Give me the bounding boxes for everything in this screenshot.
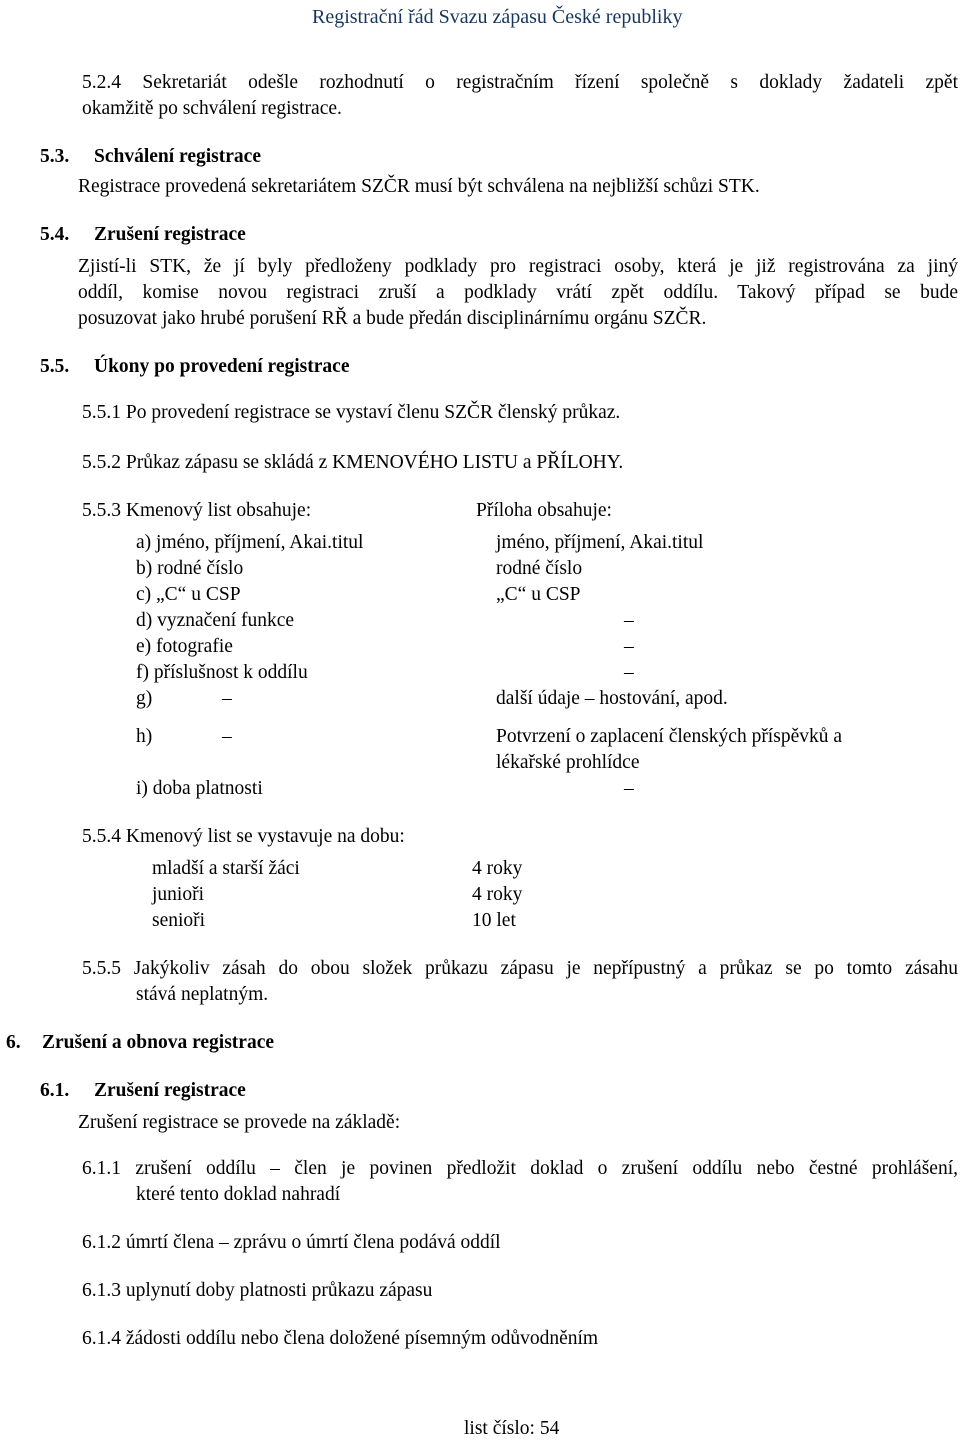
list-item-right: rodné číslo [496,558,583,579]
duration-value: 10 let [472,910,516,931]
list-item-dash: – [624,610,634,631]
list-item-left: i) doba platnosti [136,778,263,799]
list-item-left: e) fotografie [136,636,233,657]
list-item-right: Potvrzení o zaplacení členských příspěvků a [496,726,843,747]
list-item-dash: – [222,688,232,709]
list-item-left: a) jméno, příjmení, Akai.titul [136,532,364,553]
list-item-left: b) rodné číslo [136,558,244,579]
paragraph-5-5-5-line-1: 5.5.5 Jakýkoliv zásah do obou složek průkazu zápasu je nepřípustný a průkaz se po tomto zásahu [82,958,958,979]
list-item-dash: – [222,726,232,747]
paragraph-5-5-1: 5.5.1 Po provedení registrace se vystaví členu SZČR členský průkaz. [82,402,621,423]
paragraph-5-5-4: 5.5.4 Kmenový list se vystavuje na dobu: [82,826,405,847]
section-6-title: Zrušení a obnova registrace [42,1032,275,1053]
section-5-3-number: 5.3. [40,146,70,167]
section-5-4-line-3: posuzovat jako hrubé porušení RŘ a bude předán disciplinárnímu orgánu SZČR. [78,308,707,329]
list-item-left: d) vyznačení funkce [136,610,295,631]
page-number: list číslo: 54 [464,1418,560,1439]
section-5-3-title: Schválení registrace [94,146,261,167]
section-5-4-number: 5.4. [40,224,70,245]
paragraph-5-5-3-right: Příloha obsahuje: [476,500,612,521]
duration-group: junioři [152,884,204,905]
paragraph-6-1-3: 6.1.3 uplynutí doby platnosti průkazu zápasu [82,1280,433,1301]
paragraph-6-1-2: 6.1.2 úmrtí člena – zprávu o úmrtí člena podává oddíl [82,1232,501,1253]
paragraph-5-5-5-line-2: stává neplatným. [136,984,269,1005]
section-5-4-line-1: Zjistí-li STK, že jí byly předloženy podklady pro registraci osoby, která je již registrována za jiný [78,256,958,277]
section-5-5-title: Úkony po provedení registrace [94,356,350,377]
list-item-right: „C“ u CSP [496,584,581,605]
section-5-4-line-2: oddíl, komise novou registraci zruší a podklady vrátí zpět oddílu. Takový případ se bude [78,282,958,303]
page-header-title: Registrační řád Svazu zápasu České republiky [312,6,683,28]
list-item-right: jméno, příjmení, Akai.titul [496,532,704,553]
duration-value: 4 roky [472,884,523,905]
paragraph-5-5-2: 5.5.2 Průkaz zápasu se skládá z KMENOVÉHO LISTU a PŘÍLOHY. [82,452,624,473]
list-item-right-continued: lékařské prohlídce [496,752,640,773]
list-item-dash: – [624,636,634,657]
list-item-left: h) [136,726,153,747]
paragraph-5-2-4-line-1: 5.2.4 Sekretariát odešle rozhodnutí o registračním řízení společně s doklady žadateli zpět [82,72,958,93]
list-item-left: f) příslušnost k oddílu [136,662,308,683]
section-5-3-text: Registrace provedená sekretariátem SZČR musí být schválena na nejbližší schůzi STK. [78,176,760,197]
paragraph-6-1-4: 6.1.4 žádosti oddílu nebo člena doložené písemným odůvodněním [82,1328,599,1349]
list-item-left: c) „C“ u CSP [136,584,241,605]
duration-group: senioři [152,910,206,931]
section-6-1-title: Zrušení registrace [94,1080,246,1101]
paragraph-5-5-3-left: 5.5.3 Kmenový list obsahuje: [82,500,312,521]
duration-group: mladší a starší žáci [152,858,300,879]
list-item-dash: – [624,778,634,799]
list-item-left: g) [136,688,153,709]
paragraph-6-1-1-line-2: které tento doklad nahradí [136,1184,341,1205]
list-item-right: další údaje – hostování, apod. [496,688,728,709]
section-5-4-title: Zrušení registrace [94,224,246,245]
list-item-dash: – [624,662,634,683]
duration-value: 4 roky [472,858,523,879]
section-6-1-number: 6.1. [40,1080,70,1101]
section-6-1-intro: Zrušení registrace se provede na základě: [78,1112,401,1133]
section-5-5-number: 5.5. [40,356,70,377]
paragraph-6-1-1-line-1: 6.1.1 zrušení oddílu – člen je povinen předložit doklad o zrušení oddílu nebo čestné prohlášení, [82,1158,958,1179]
section-6-number: 6. [6,1032,21,1053]
paragraph-5-2-4-line-2: okamžitě po schválení registrace. [82,98,342,119]
